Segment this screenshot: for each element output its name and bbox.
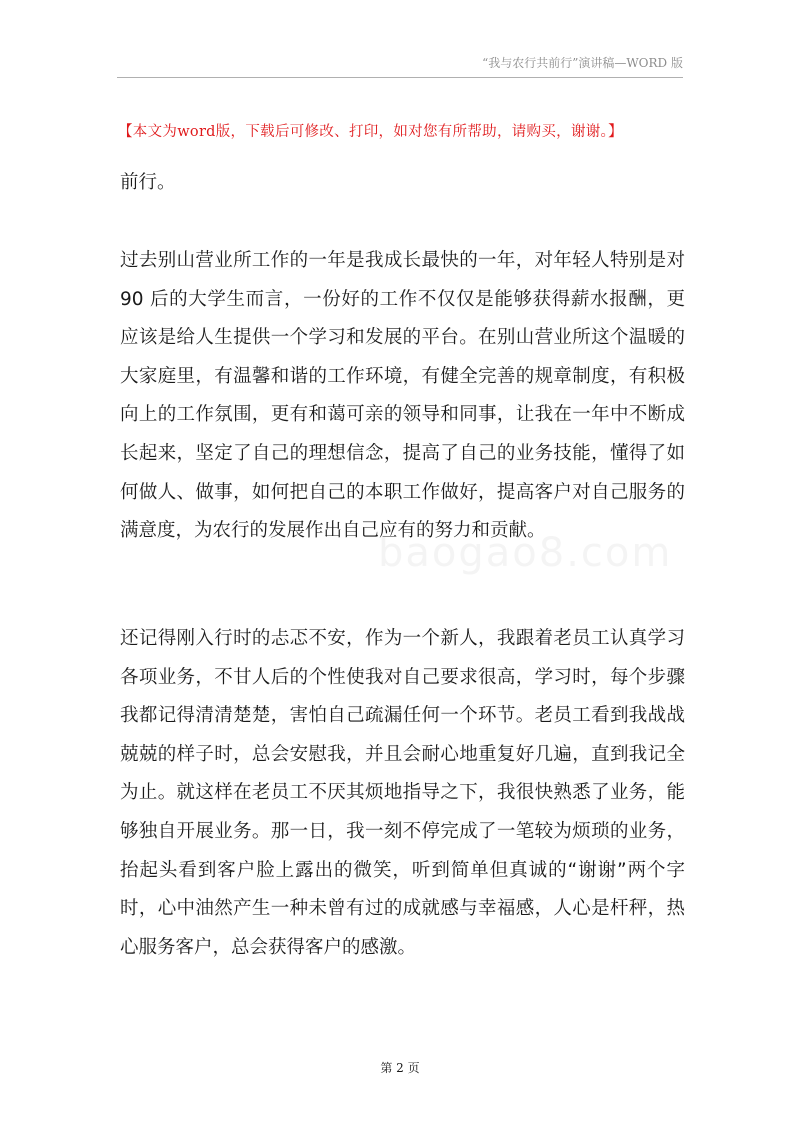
download-notice: 【本文为word版，下载后可修改、打印，如对您有所帮助，请购买，谢谢。】 (118, 124, 623, 140)
paragraph-2: 过去别山营业所工作的一年是我成长最快的一年，对年轻人特别是对 90 后的大学生而言，一份好的工作不仅仅是能够获得薪水报酬，更应该是给人生提供一个学习和发展的平台。在别山营业所这个温暖的大家庭里，有温馨和谐的工作环境，有健全完善的规章制度，有积极向上的工作氛围，更有和蔼可亲的领导和同事，让我在一年中不断成长起来，坚定了自己的理想信念，提高了自己的业务技能，懂得了如何做人、做事，如何把自己的本职工作做好，提高客户对自己服务的满意度，为农行的发展作出自己应有的努力和贡献。 (120, 250, 685, 542)
header-divider (117, 77, 683, 78)
paragraph-1: 前行。 (120, 172, 176, 193)
site-watermark: baogao8.com (378, 530, 673, 576)
page-header-title: “我与农行共前行”演讲稿—WORD 版 (482, 56, 683, 70)
paragraph-3: 还记得刚入行时的忐忑不安，作为一个新人，我跟着老员工认真学习各项业务，不甘人后的个性使我对自己要求很高，学习时，每个步骤我都记得清清楚楚，害怕自己疏漏任何一个环节。老员工看到我战战兢兢的样子时，总会安慰我，并且会耐心地重复好几遍，直到我记全为止。就这样在老员工不厌其烦地指导之下，我很快熟悉了业务，能够独自开展业务。那一日，我一刻不停完成了一笔较为烦琐的业务，抬起头看到客户脸上露出的微笑，听到简单但真诚的“谢谢”两个字时，心中油然产生一种未曾有过的成就感与幸福感，人心是杆秤，热心服务客户，总会获得客户的感激。 (120, 628, 685, 958)
page-number: 第 2 页 (380, 1061, 420, 1075)
